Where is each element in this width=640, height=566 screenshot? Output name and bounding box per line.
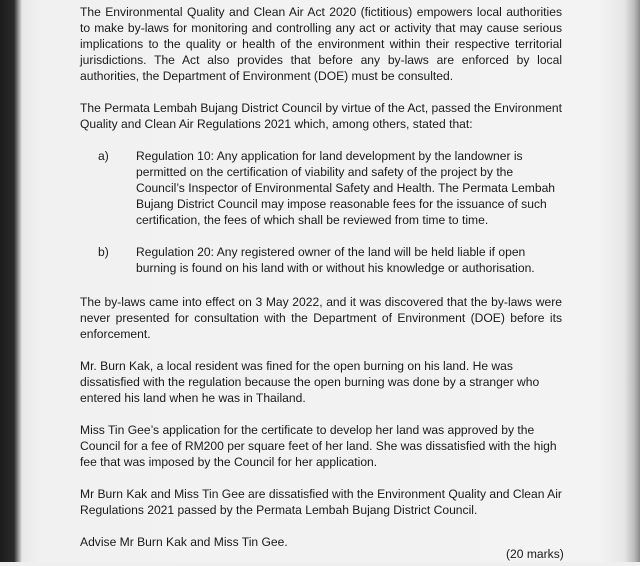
regulation-item	[98, 148, 562, 228]
paragraph-bylaw-effect: The by-laws came into effect on 3 May 2022, and it was discovered that the by-laws were never presented for consultation with the Department of Environment (DOE) before its enforcement.	[80, 295, 562, 341]
paragraph-act-overview: The Environmental Quality and Clean Air Act 2020 (fictitious) empowers local authorities to make by-laws for monitoring and controlling any act or activity that may cause serious implications to the quality or health of the environment within their respective territorial jurisdictions. The Act also provides that before any by-laws are enforced by local authorities, the Department of Environment (DOE) must be consulted.	[80, 5, 562, 83]
regulation-list	[80, 148, 562, 276]
paragraph-burn-kak: Mr. Burn Kak, a local resident was fined for the open burning on his land. He was dissatisfied with the regulation because the open burning was done by a stranger who entered his land when he was in Thailand.	[80, 359, 540, 405]
paragraph-tin-gee: Miss Tin Gee’s application for the certificate to develop her land was approved by the Council for a fee of RM200 per square feet of her land. She was dissatisfied with the high fee that was imposed by the Council for her application.	[80, 423, 557, 469]
regulation-item	[98, 244, 562, 276]
question-text	[80, 4, 562, 566]
marks-label: (20 marks)	[506, 547, 564, 561]
regulation-text: Regulation 10: Any application for land development by the landowner is permitted on the certification of viability and safety of the project by the Council’s Inspector of Environmental Safety and Health. The Permata Lembah Bujang District Council may impose reasonable fees for the issuance of such certification, the fees of which shall be reviewed from time to time.	[136, 149, 556, 227]
paragraph-advise: Advise Mr Burn Kak and Miss Tin Gee.	[80, 535, 288, 549]
paragraph-council-regulations: The Permata Lembah Bujang District Council by virtue of the Act, passed the Environment Quality and Clean Air Regulations 2021 which, among others, stated that:	[80, 101, 562, 131]
paragraph-dissatisfaction: Mr Burn Kak and Miss Tin Gee are dissatisfied with the Environment Quality and Clean Air Regulations 2021 passed by the Permata Lembah Bujang District Council.	[80, 487, 562, 517]
regulation-marker: b)	[98, 245, 109, 259]
regulation-text: Regulation 20: Any registered owner of the land will be held liable if open burning is found on his land with or without his knowledge or authorisation.	[136, 245, 535, 275]
regulation-marker: a)	[98, 149, 109, 163]
